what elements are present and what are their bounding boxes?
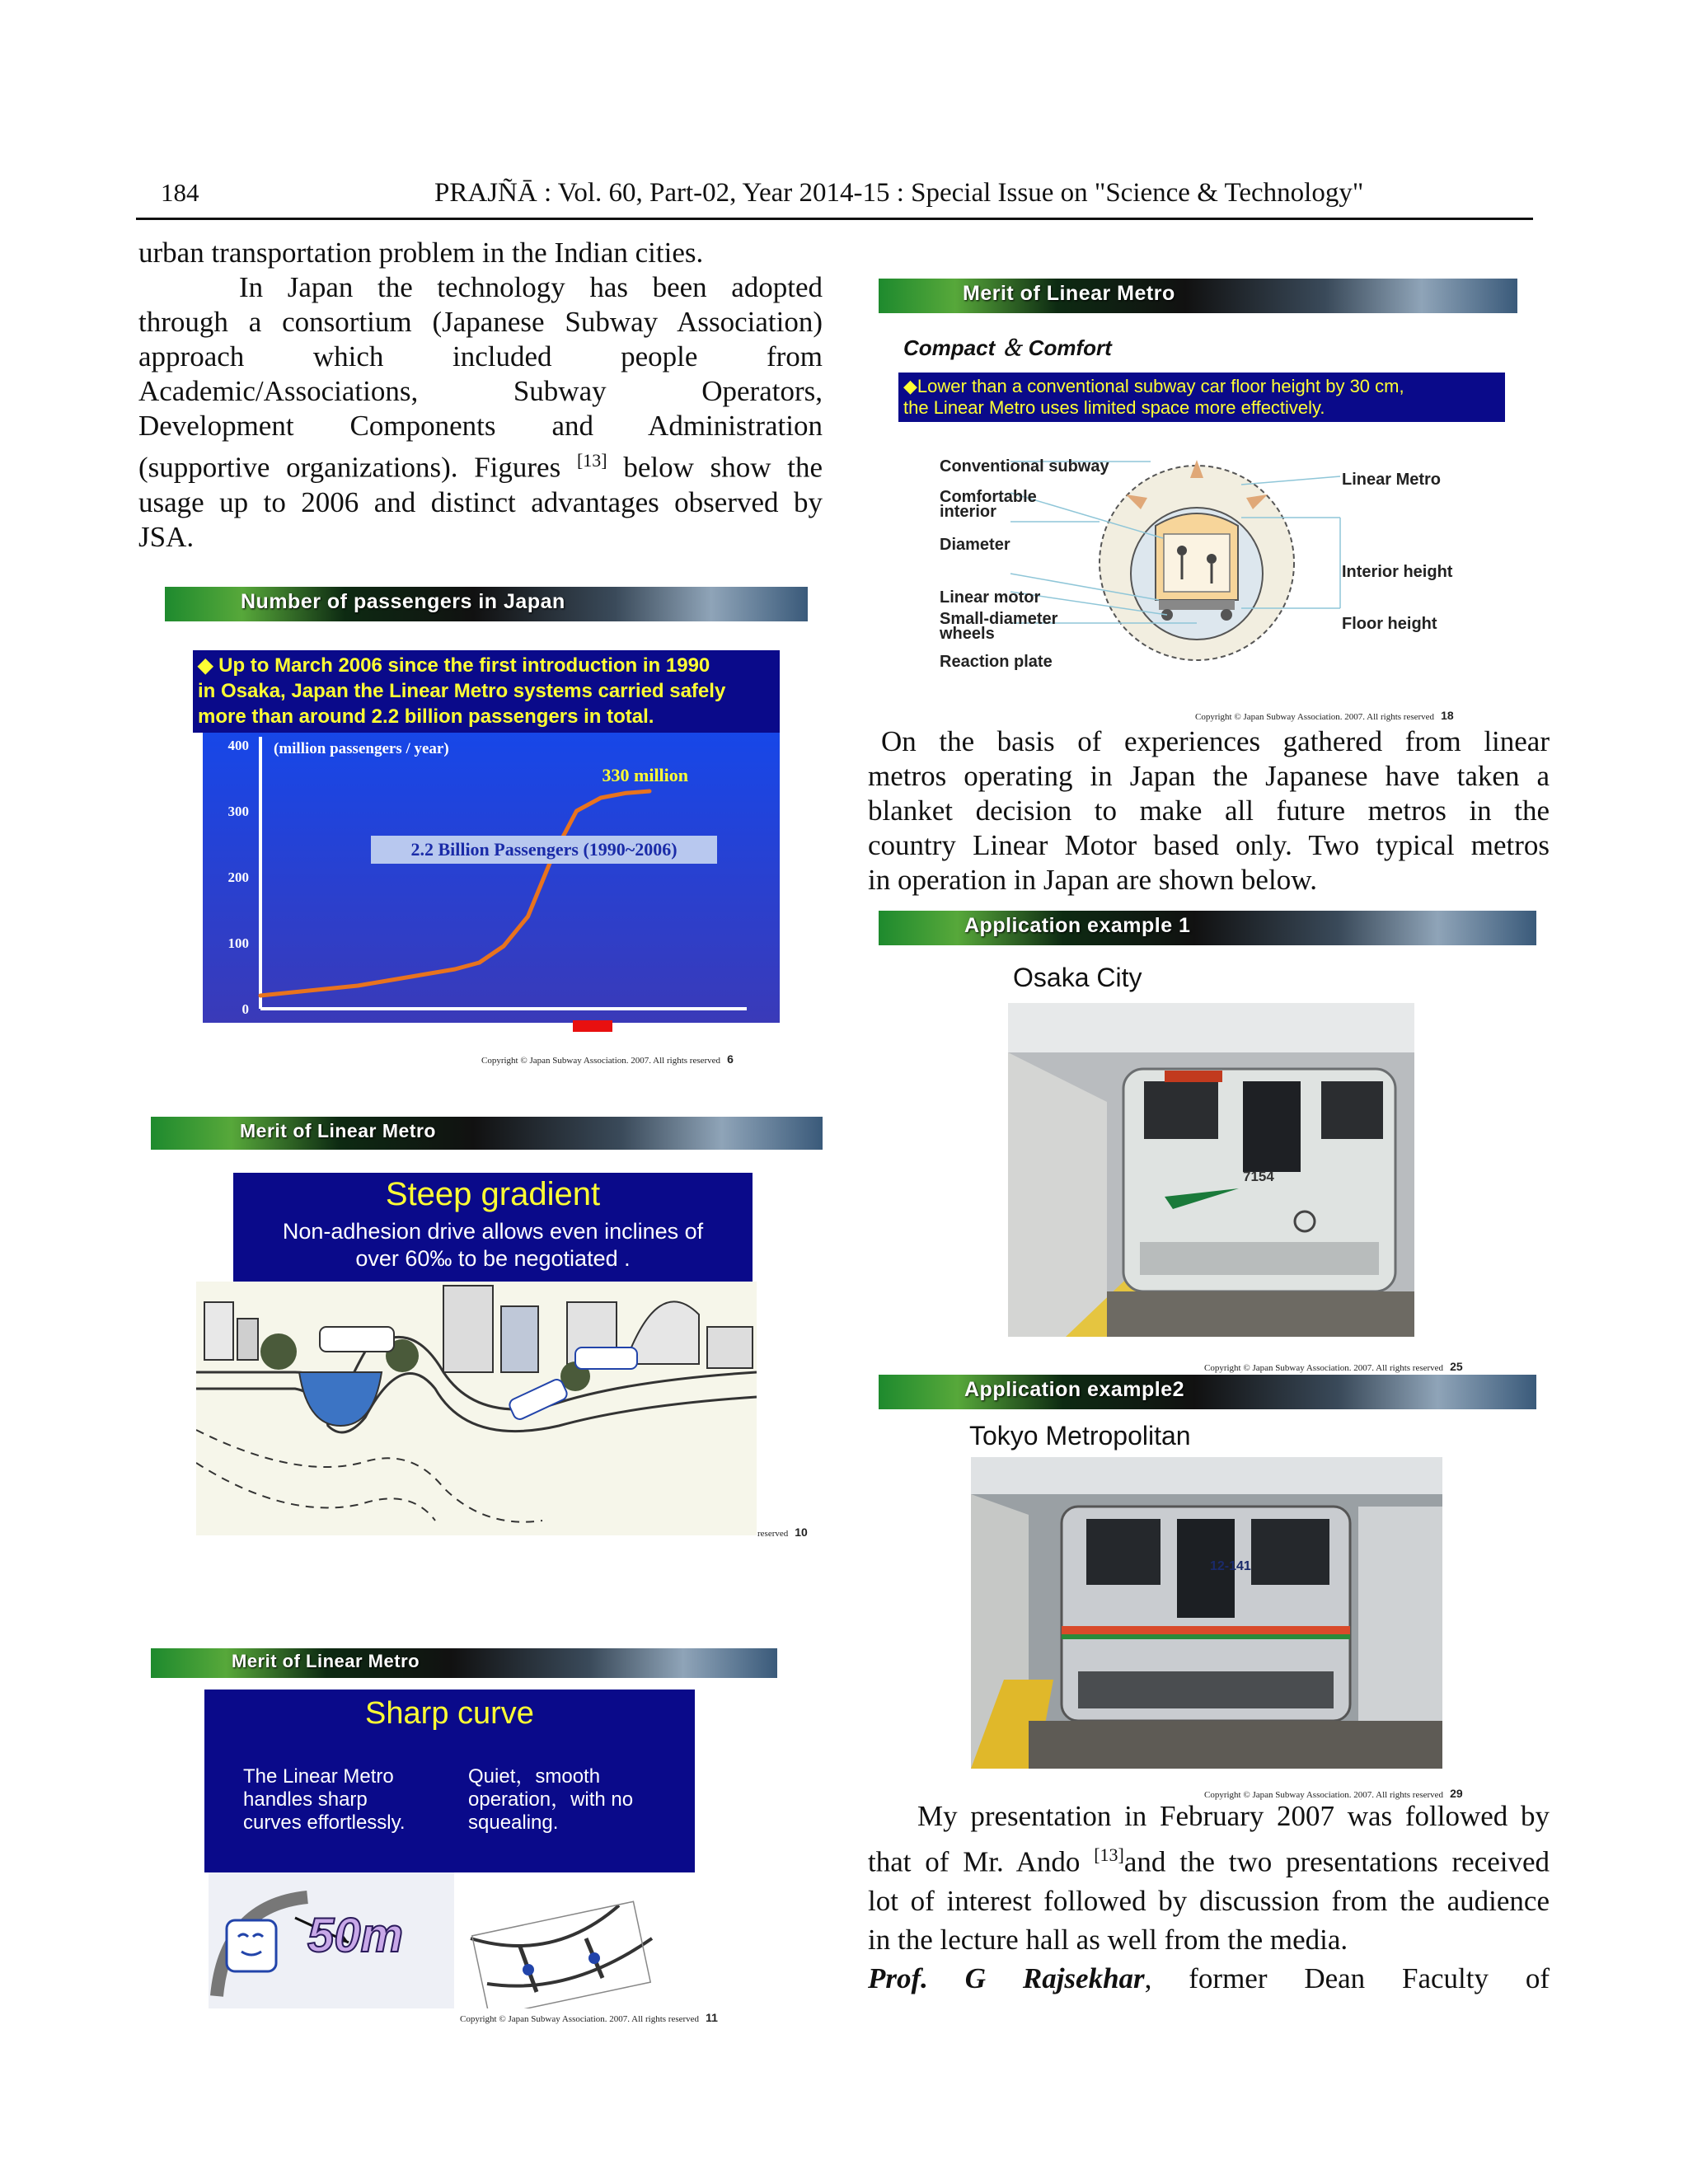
slide-text-line: handles sharp: [243, 1788, 368, 1811]
copyright-text: Copyright © Japan Subway Association. 2007. All rights reserved: [1195, 712, 1435, 722]
body-text: , former Dean Faculty of: [1144, 1961, 1550, 1994]
copyright-text: Copyright © Japan Subway Association. 2007. All rights reserved: [1204, 1363, 1444, 1373]
slide-number: 10: [795, 1526, 808, 1539]
copyright-line: [1204, 1360, 1463, 1373]
slide-number: 25: [1450, 1360, 1463, 1373]
bullet-line: more than around 2.2 billion passengers in total.: [198, 705, 654, 728]
peak-annotation: 330 million: [602, 765, 689, 785]
right-closing-text: [868, 1797, 1550, 1998]
slide-bullet-box: [193, 650, 780, 733]
slide-text-line: over 60‰ to be negotiated .: [355, 1246, 631, 1271]
city-label: Tokyo Metropolitan: [969, 1421, 1191, 1451]
body-text: below show the: [607, 451, 823, 484]
diagram-label: Floor height: [1342, 615, 1437, 633]
slide-banner-title: Merit of Linear Metro: [963, 282, 1175, 305]
copyright-text: Copyright © Japan Subway Association. 2007. All rights reserved: [1204, 1790, 1444, 1800]
y-tick-label: 200: [227, 869, 249, 885]
bullet-line: the Linear Metro uses limited space more effectively.: [903, 397, 1325, 418]
body-line: [138, 443, 823, 485]
body-line: approach which included people from: [138, 340, 823, 373]
curve-radius-label: 50m: [307, 1909, 404, 1962]
copyright-line: [460, 2011, 718, 2024]
slide-banner: [151, 1117, 823, 1150]
body-line: My presentation in February 2007 was followed by: [917, 1800, 1550, 1832]
slide-subtitle: Compact ＆ Comfort: [903, 335, 1112, 360]
journal-title: PRAJÑĀ : Vol. 60, Part-02, Year 2014-15 : Special Issue on "Science & Technology": [434, 178, 1364, 208]
slide-passengers: [165, 587, 808, 1073]
slide-text-line: Non-adhesion drive allows even inclines of: [282, 1219, 704, 1244]
gradient-illustration: [196, 1282, 757, 1535]
slide-text-line: Quiet，smooth: [468, 1765, 601, 1788]
diagram-label: Linear Metro: [1342, 471, 1442, 489]
slide-application-tokyo: [879, 1375, 1538, 1803]
slide-text-column: [468, 1765, 633, 1835]
slide-banner: [879, 279, 1517, 313]
diagram-label: Conventional subway: [940, 457, 1109, 476]
total-annotation: 2.2 Billion Passengers (1990~2006): [410, 839, 678, 860]
body-line: lot of interest followed by discussion from the audience: [868, 1884, 1550, 1917]
slide-banner-title: Application example2: [964, 1378, 1185, 1401]
diagram-label: Small-diameter: [940, 610, 1058, 628]
slide-number: 18: [1441, 709, 1454, 722]
passenger-chart: [203, 733, 780, 1023]
slide-banner-title: Application example 1: [964, 914, 1191, 937]
slide-banner: [879, 1375, 1536, 1409]
diagram-label: wheels: [940, 625, 995, 643]
body-line: In Japan the technology has been adopted: [239, 271, 823, 303]
slide-number: 11: [706, 2011, 718, 2024]
car-number: 12-141: [1210, 1559, 1251, 1573]
body-line: metros operating in Japan the Japanese have taken a: [868, 760, 1550, 792]
y-tick-label: 300: [227, 804, 249, 819]
diagram-label: interior: [940, 503, 996, 521]
city-label: Osaka City: [1013, 963, 1142, 992]
slide-number: 6: [727, 1052, 734, 1066]
diagram-label: Interior height: [1342, 563, 1453, 581]
body-line: usage up to 2006 and distinct advantages observed by: [138, 485, 823, 518]
slide-heading: Sharp curve: [365, 1696, 534, 1731]
body-line: [868, 1959, 1550, 1998]
body-text: that of Mr. Ando: [868, 1845, 1095, 1878]
body-line: On the basis of experiences gathered from linear: [881, 725, 1550, 757]
slide-banner-title: Merit of Linear Metro: [232, 1651, 420, 1671]
body-line: Academic/Associations, Subway Operators,: [138, 375, 823, 407]
slide-heading-box: [204, 1690, 695, 1872]
slide-steep-gradient: [151, 1117, 825, 1537]
body-line: JSA.: [138, 520, 195, 553]
slide-banner-title: Number of passengers in Japan: [241, 590, 565, 613]
chart-background: [203, 733, 780, 1023]
slide-text-column: [243, 1765, 406, 1835]
copyright-text: reserved: [757, 1529, 789, 1539]
page-header: [136, 175, 1533, 220]
slide-heading-box: [233, 1173, 753, 1282]
copyright-text: Copyright © Japan Subway Association. 2007. All rights reserved: [460, 2014, 700, 2024]
osaka-train-photo: [1008, 1003, 1414, 1337]
diagram-label: Comfortable: [940, 488, 1037, 506]
slide-text-line: squealing.: [468, 1811, 559, 1834]
slide-text-line: The Linear Metro: [243, 1765, 394, 1788]
bullet-line: ◆ Up to March 2006 since the first introduction in 1990: [198, 654, 710, 677]
author-name: Prof. G Rajsekhar: [868, 1961, 1145, 1994]
slide-bullet-box: [898, 373, 1505, 422]
car-number: 7154: [1243, 1169, 1274, 1184]
red-marker: [573, 1020, 612, 1032]
y-tick-label: 400: [227, 738, 249, 753]
slide-text-line: operation，with no: [468, 1788, 634, 1811]
reference-marker: [13]: [1094, 1844, 1124, 1865]
slide-number: 29: [1450, 1787, 1463, 1800]
body-line: blanket decision to make all future metros in the: [868, 794, 1550, 827]
body-line: Development Components and Administration: [138, 410, 823, 442]
y-tick-label: 100: [227, 935, 249, 951]
body-line: [868, 1835, 1550, 1882]
body-text: and the two presentations received: [1123, 1845, 1550, 1878]
bullet-line: in Osaka, Japan the Linear Metro systems carried safely: [198, 680, 726, 702]
left-body-text: [138, 236, 823, 555]
body-line: through a consortium (Japanese Subway Association): [138, 306, 823, 338]
slide-text-line: curves effortlessly.: [243, 1811, 406, 1834]
diagram-label: Diameter: [940, 536, 1010, 554]
bullet-line: ◆Lower than a conventional subway car floor height by 30 cm,: [903, 376, 1404, 396]
copyright-line: [1195, 709, 1454, 722]
body-line: in the lecture hall as well from the media.: [868, 1923, 1348, 1956]
y-axis-label: (million passengers / year): [274, 740, 449, 757]
slide-banner: [151, 1648, 777, 1678]
copyright-line: [481, 1052, 734, 1066]
slide-application-osaka: [879, 911, 1538, 1376]
slide-heading: Steep gradient: [385, 1176, 601, 1212]
page-number: 184: [161, 178, 199, 207]
right-body-text: [868, 724, 1550, 898]
slide-sharp-curve: [151, 1648, 777, 2027]
body-line: in operation in Japan are shown below.: [868, 864, 1317, 896]
body-line: urban transportation problem in the Indian cities.: [138, 237, 704, 269]
body-text: (supportive organizations). Figures: [138, 451, 577, 484]
slide-banner-title: Merit of Linear Metro: [240, 1120, 436, 1141]
tokyo-train-photo: [971, 1457, 1442, 1769]
reference-marker: [13]: [576, 450, 607, 471]
slide-banner: [165, 587, 808, 621]
y-tick-label: 0: [241, 1001, 249, 1017]
diagram-label: Linear motor: [940, 588, 1041, 607]
bogie-illustration: [454, 1872, 673, 2008]
diagram-label: Reaction plate: [940, 653, 1053, 671]
slide-compact-comfort: [879, 279, 1522, 724]
copyright-line: [757, 1526, 808, 1539]
copyright-text: Copyright © Japan Subway Association. 2007. All rights reserved: [481, 1056, 721, 1066]
slide-banner: [879, 911, 1536, 945]
body-line: country Linear Motor based only. Two typical metros: [868, 829, 1550, 861]
